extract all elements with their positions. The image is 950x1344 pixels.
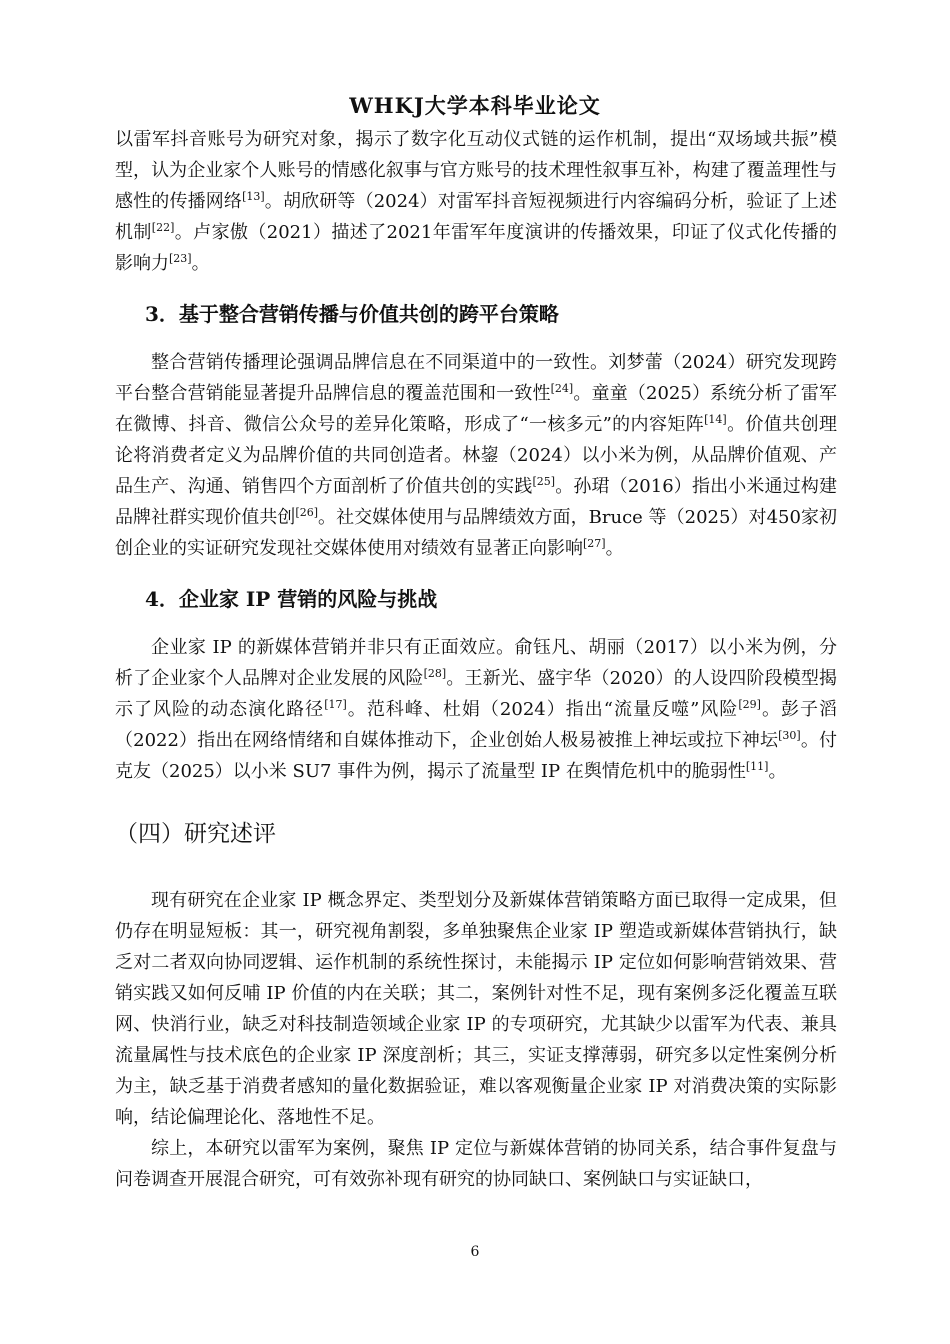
citation-ref: [22] — [151, 221, 175, 234]
page-number: 6 — [470, 1244, 480, 1260]
text-run: 。社交媒体使用与品牌绩效方面，Bruce 等（2025）对450家初创企业的实证研究发现社交媒体使用对绩效有显著正向影响 — [115, 507, 838, 559]
citation-ref: [23] — [169, 252, 192, 265]
text-run: 。价值共创理论将消费者定义为品牌价值的共同创造者。林鋆（2024）以小米为例，从品牌价值观、产品生产、沟通、销售四个方面剖析了价值共创的实践 — [115, 414, 837, 497]
citation-ref: [11] — [745, 760, 769, 773]
text-run: 综上，本研究以雷军为案例，聚焦 IP 定位与新媒体营销的协同关系，结合事件复盘与问卷调查开展混合研究，可有效弥补现有研究的协同缺口、案例缺口与实证缺口， — [115, 1138, 837, 1190]
citation-ref: [14] — [704, 413, 727, 426]
citation-ref: [13] — [242, 190, 265, 203]
section-heading: 4．企业家 IP 营销的风险与挑战 — [145, 587, 438, 611]
text-run: 现有研究在企业家 IP 概念界定、类型划分及新媒体营销策略方面已取得一定成果，但仍存在明显短板：其一，研究视角割裂，多单独聚焦企业家 IP 塑造或新媒体营销执行，缺乏对二者双向协同逻辑、运作机制的系统性探讨，未能揭示 IP 定位如何影响营销效果、营销实践又如何反哺 IP 价值的内在关联；其二，案例针对性不足，现有案例多泛化覆盖互联网、快消行业，缺乏对科技制造领域企业家 IP 的专项研究，尤其缺少以雷军为代表、兼具流量属性与技术底色的企业家 IP 深度剖析；其三，实证支撑薄弱，研究多以定性案例分析为主，缺乏基于消费者感知的量化数据验证，难以客观衡量企业家 IP 对消费决策的实际影响，结论偏理论化、落地性不足。 — [115, 890, 837, 1128]
citation-ref: [29] — [738, 698, 761, 711]
text-run: 。卢家傲（2021）描述了2021年雷军年度演讲的传播效果，印证了仪式化传播的影响力 — [115, 222, 837, 274]
citation-ref: [28] — [423, 667, 447, 680]
text-run: 。王新光、盛宇华（2020）的人设四阶段模型揭示了风险的动态演化路径 — [115, 668, 838, 720]
paragraph — [115, 124, 837, 279]
paragraph — [115, 885, 837, 1133]
text-run: 。范科峰、杜娟（2024）指出“流量反噬”风险 — [346, 699, 739, 720]
text-run: 。 — [191, 253, 210, 274]
text-run: 整合营销传播理论强调品牌信息在不同渠道中的一致性。刘梦蕾（2024）研究发现跨平台整合营销能显著提升品牌信息的覆盖范围和一致性 — [115, 352, 837, 404]
citation-ref: [26] — [295, 506, 318, 519]
citation-ref: [25] — [532, 475, 556, 488]
text-run: 。童童（2025）系统分析了雷军在微博、抖音、微信公众号的差异化策略，形成了“一核多元”的内容矩阵 — [115, 383, 838, 435]
document-body — [115, 124, 837, 1195]
chapter-heading: （四）研究述评 — [115, 821, 276, 847]
text-run: 。 — [605, 538, 624, 559]
text-run: 。彭子滔（2022）指出在网络情绪和自媒体推动下，企业创始人极易被推上神坛或拉下神坛 — [115, 699, 838, 751]
text-run: 。孙珺（2016）指出小米通过构建品牌社群实现价值共创 — [115, 476, 838, 528]
section-heading: 3．基于整合营销传播与价值共创的跨平台策略 — [145, 302, 559, 326]
paragraph — [115, 1133, 837, 1195]
citation-ref: [24] — [550, 382, 574, 395]
paragraph — [115, 347, 837, 564]
paragraph — [115, 632, 837, 787]
citation-ref: [30] — [778, 729, 801, 742]
text-run: 。 — [768, 761, 787, 782]
citation-ref: [27] — [583, 537, 606, 550]
text-run: 。付克友（2025）以小米 SU7 事件为例，揭示了流量型 IP 在舆情危机中的脆弱性 — [115, 730, 838, 782]
text-run: 以雷军抖音账号为研究对象，揭示了数字化互动仪式链的运作机制，提出“双场域共振”模型，认为企业家个人账号的情感化叙事与官方账号的技术理性叙事互补，构建了覆盖理性与感性的传播网络 — [115, 129, 837, 212]
text-run: 企业家 IP 的新媒体营销并非只有正面效应。俞钰凡、胡丽（2017）以小米为例，分析了企业家个人品牌对企业发展的风险 — [115, 637, 837, 689]
text-run: 。胡欣研等（2024）对雷军抖音短视频进行内容编码分析，验证了上述机制 — [115, 191, 837, 243]
citation-ref: [17] — [324, 698, 347, 711]
page-header: WHKJ大学本科毕业论文 — [349, 93, 601, 118]
